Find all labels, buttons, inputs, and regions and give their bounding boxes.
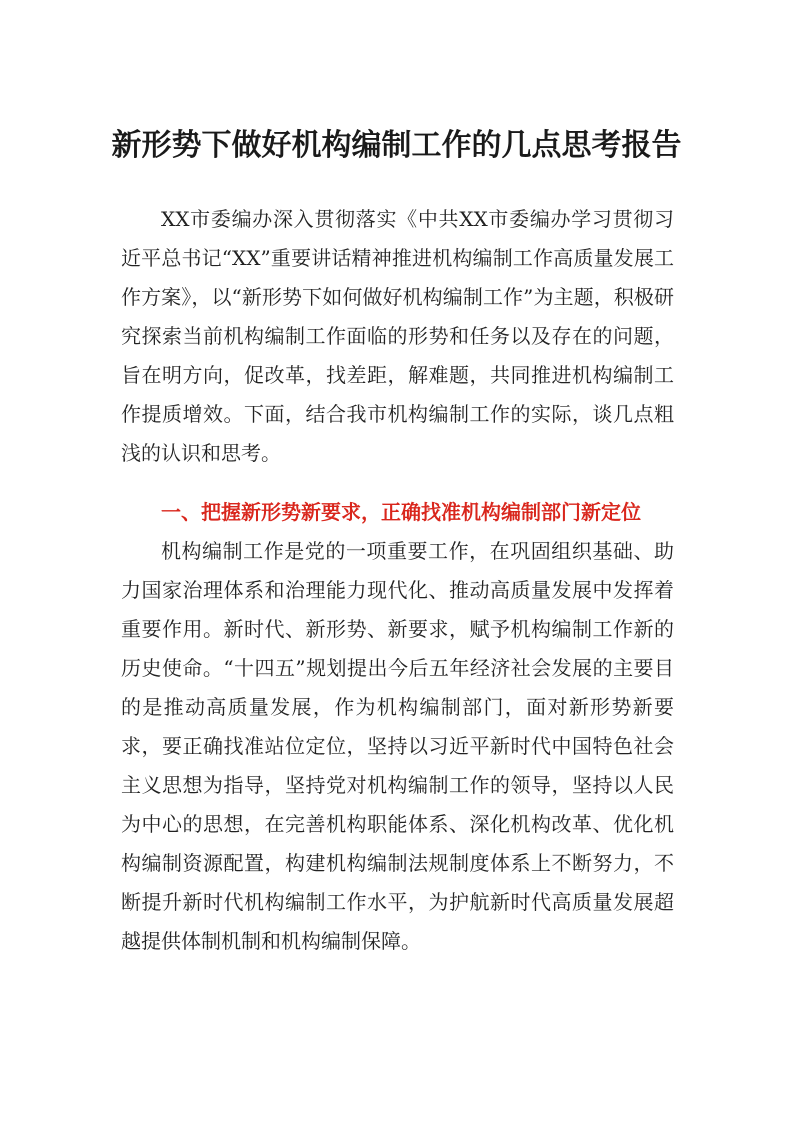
intro-paragraph: XX市委编办深入贯彻落实《中共XX市委编办学习贯彻习近平总书记“XX”重要讲话精神推进机构编制工作高质量发展工作方案》，以“新形势下如何做好机构编制工作”为主题，积极研究探索当前机构编制工作面临的形势和任务以及存在的问题，旨在明方向，促改革，找差距，解难题，共同推进机构编制工作提质增效。下面，结合我市机构编制工作的实际，谈几点粗浅的认识和思考。 bbox=[121, 207, 674, 465]
document-title: 新形势下做好机构编制工作的几点思考报告 bbox=[111, 128, 682, 163]
section-1-paragraph: 机构编制工作是党的一项重要工作，在巩固组织基础、助力国家治理体系和治理能力现代化、推动高质量发展中发挥着重要作用。新时代、新形势、新要求，赋予机构编制工作新的历史使命。“十四五”规划提出今后五年经济社会发展的主要目的是推动高质量发展，作为机构编制部门，面对新形势新要求，要正确找准站位定位，坚持以习近平新时代中国特色社会主义思想为指导，坚持党对机构编制工作的领导，坚持以人民为中心的思想，在完善机构职能体系、深化机构改革、优化机构编制资源配置，构建机构编制法规制度体系上不断努力，不断提升新时代机构编制工作水平，为护航新时代高质量发展超越提供体制机制和机构编制保障。 bbox=[121, 539, 674, 953]
section-1-heading: 一、把握新形势新要求，正确找准机构编制部门新定位 bbox=[161, 500, 641, 524]
